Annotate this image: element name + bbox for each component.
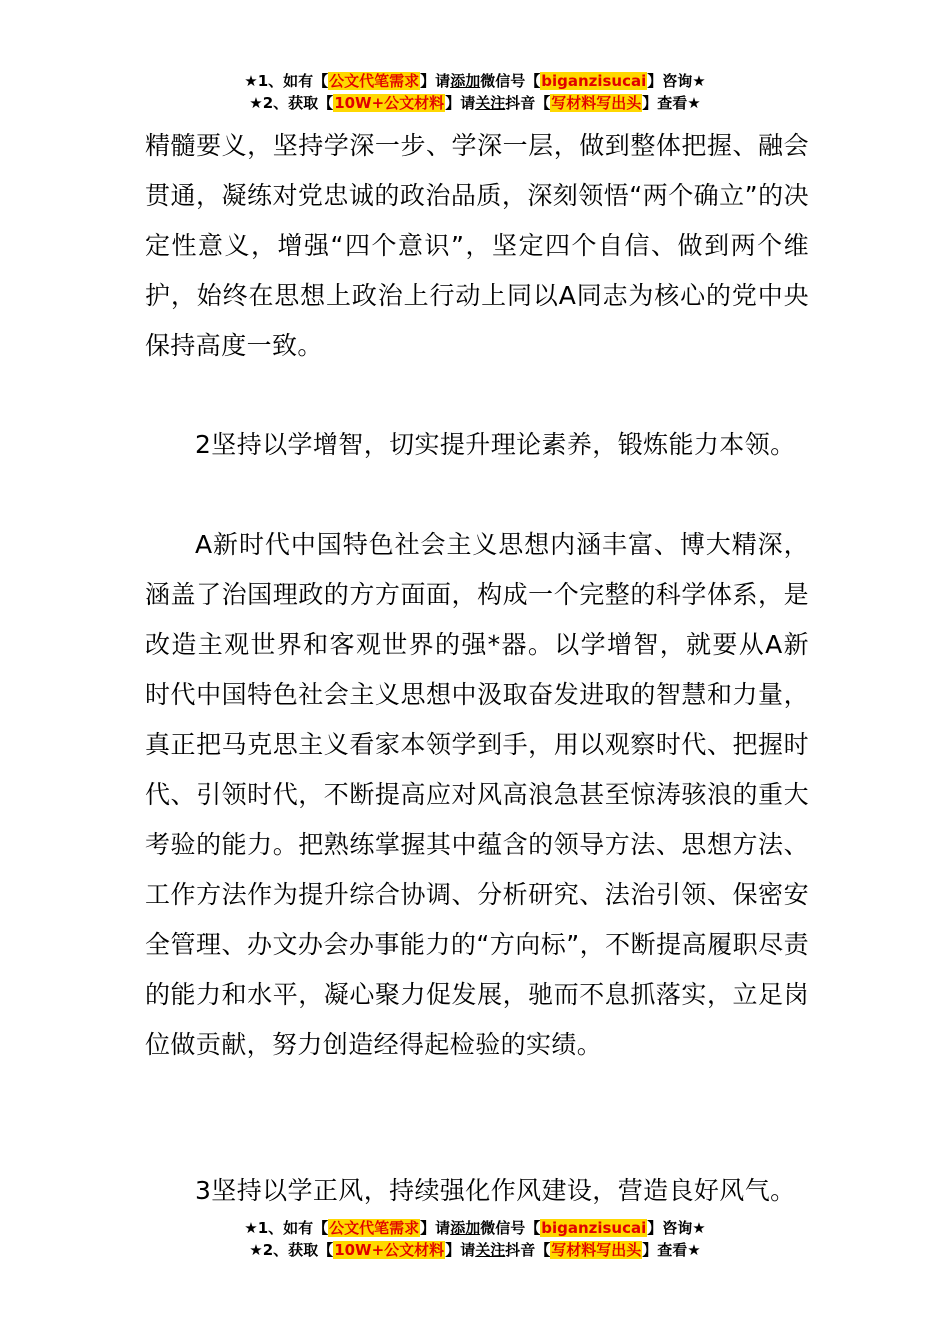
section-heading-3 — [145, 1166, 809, 1216]
banner-line-1 — [0, 1217, 950, 1239]
banner-text: 抖音【 — [505, 94, 551, 112]
highlight-materials: 10W+公文材料 — [334, 1241, 445, 1259]
section-heading-2 — [145, 420, 809, 470]
banner-text: ★2、获取【 — [249, 94, 334, 112]
banner-text: 】请 — [445, 1241, 476, 1259]
underlined-text: 关注 — [475, 94, 506, 112]
banner-text: 】咨询★ — [647, 72, 706, 90]
underlined-text: 添加 — [450, 72, 481, 90]
highlight-douyin-account: 写材料写出头 — [551, 94, 642, 112]
bottom-banner — [0, 1217, 950, 1261]
document-paragraph-2 — [145, 520, 809, 1070]
highlight-wechat-id: biganzisucai — [541, 1219, 647, 1237]
highlight-materials: 10W+公文材料 — [334, 94, 445, 112]
document-paragraph-1 — [145, 121, 809, 371]
top-banner — [0, 70, 950, 114]
paragraph-text: A新时代中国特色社会主义思想内涵丰富、博大精深，涵盖了治国理政的方方面面，构成一个完整的科学体系，是改造主观世界和客观世界的强*器。以学增智，就要从A新时代中国特色社会主义思想中汲取奋发进取的智慧和力量，真正把马克思主义看家本领学到手，用以观察时代、把握时代、引领时代，不断提高应对风高浪急甚至惊涛骇浪的重大考验的能力。把熟练掌握其中蕴含的领导方法、思想方法、工作方法作为提升综合协调、分析研究、法治引领、保密安全管理、办文办会办事能力的“方向标”，不断提高履职尽责的能力和水平，凝心聚力促发展，驰而不息抓落实，立足岗位做贡献，努力创造经得起检验的实绩。 — [145, 530, 809, 1059]
banner-text: 】请 — [445, 94, 476, 112]
banner-text: 】查看★ — [642, 94, 701, 112]
banner-text: ★1、如有【 — [244, 1219, 329, 1237]
highlight-service: 公文代笔需求 — [329, 72, 420, 90]
banner-text: 】请 — [420, 72, 451, 90]
banner-text: 微信号【 — [480, 72, 541, 90]
highlight-douyin-account: 写材料写出头 — [551, 1241, 642, 1259]
banner-text: 】咨询★ — [647, 1219, 706, 1237]
highlight-wechat-id: biganzisucai — [541, 72, 647, 90]
banner-line-1 — [0, 70, 950, 92]
banner-line-2 — [0, 92, 950, 114]
banner-line-2 — [0, 1239, 950, 1261]
banner-text: 】请 — [420, 1219, 451, 1237]
heading-text: 3坚持以学正风，持续强化作风建设，营造良好风气。 — [195, 1176, 796, 1205]
highlight-service: 公文代笔需求 — [329, 1219, 420, 1237]
underlined-text: 添加 — [450, 1219, 481, 1237]
banner-text: ★2、获取【 — [249, 1241, 334, 1259]
paragraph-text: 精髓要义，坚持学深一步、学深一层，做到整体把握、融会贯通，凝练对党忠诚的政治品质，深刻领悟“两个确立”的决定性意义，增强“四个意识”，坚定四个自信、做到两个维护，始终在思想上政治上行动上同以A同志为核心的党中央保持高度一致。 — [145, 131, 809, 360]
banner-text: 】查看★ — [642, 1241, 701, 1259]
banner-text: ★1、如有【 — [244, 72, 329, 90]
underlined-text: 关注 — [475, 1241, 506, 1259]
banner-text: 微信号【 — [480, 1219, 541, 1237]
banner-text: 抖音【 — [505, 1241, 551, 1259]
heading-text: 2坚持以学增智，切实提升理论素养，锻炼能力本领。 — [195, 430, 796, 459]
